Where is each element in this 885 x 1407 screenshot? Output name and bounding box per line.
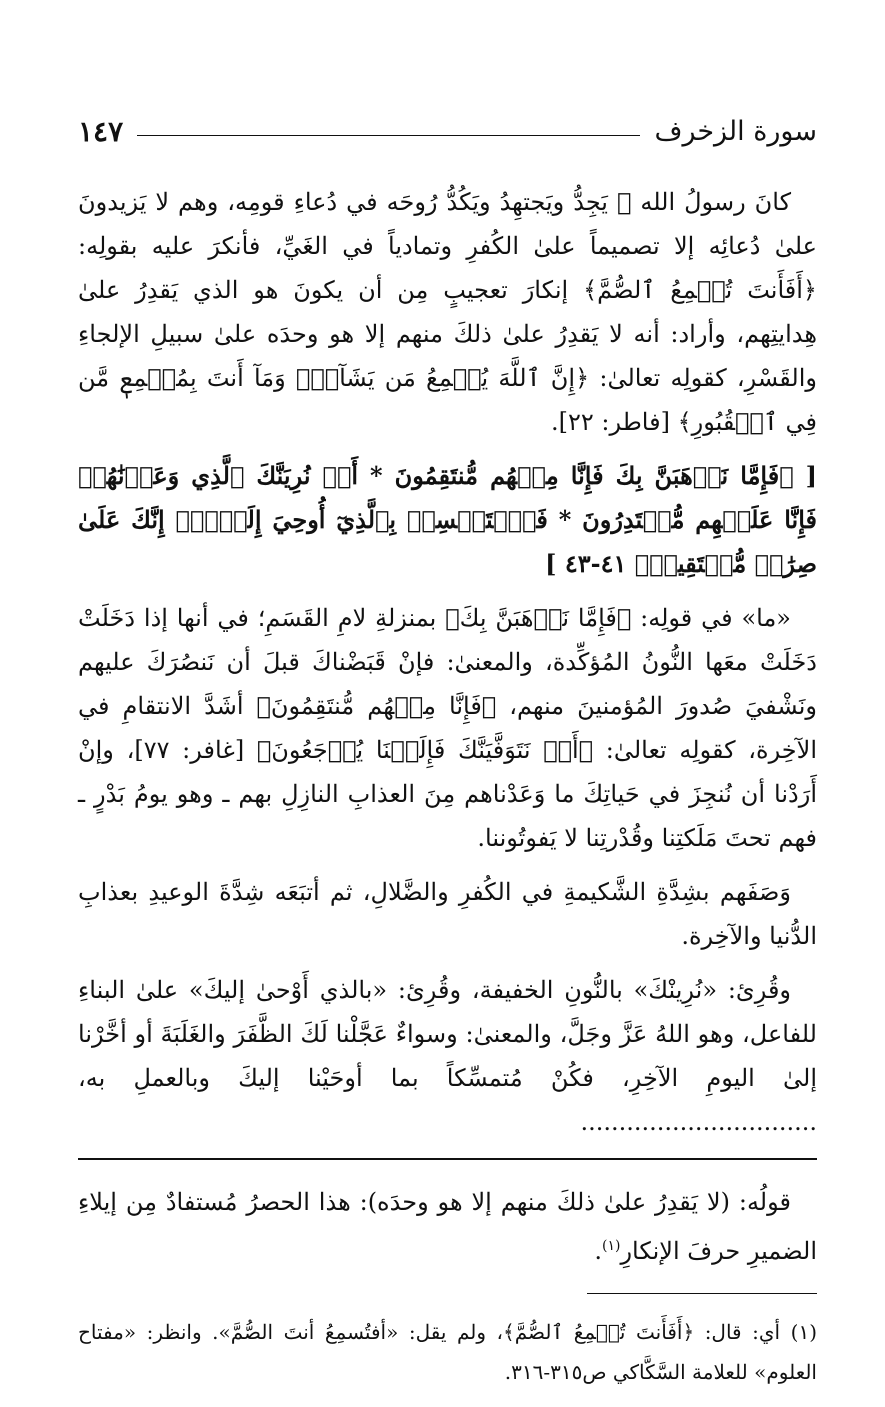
paragraph-3: وَصَفَهم بشِدَّةِ الشَّكيمةِ في الكُفرِ والضَّلالِ، ثم أتبَعَه شِدَّةَ الوعيدِ بعذابِ الدُّنيا والآخِرة. xyxy=(78,878,817,950)
surah-title: سورة الزخرف xyxy=(654,115,817,147)
footnote-1: (١) أي: قال: ﴿أَفَأَنتَ تُسۡمِعُ ٱلصُّمَّ﴾، ولم يقل: «أفتُسمِعُ أنتَ الصُّمَّ». وانظر: «مفتاح العلوم» للعلامة السَّكَّاكي ص٣١٥-٣١٦. xyxy=(78,1320,817,1384)
running-header xyxy=(78,108,817,154)
book-page xyxy=(78,108,817,1392)
quran-verse-block: [ ﴿فَإِمَّا نَذۡهَبَنَّ بِكَ فَإِنَّا مِنۡهُم مُّنتَقِمُونَ * أَوۡ نُرِيَنَّكَ ٱلَّذِي وَعَدۡنَٰهُمۡ فَإِنَّا عَلَيۡهِم مُّقۡتَدِرُونَ * فَٱسۡتَمۡسِكۡ بِٱلَّذِيٓ أُوحِيَ إِلَيۡكَۖ إِنَّكَ عَلَىٰ صِرَٰطٖ مُّسۡتَقِيمٖ﴾ ٤١-٤٣ ] xyxy=(78,461,817,578)
continuation-dots: ............................... xyxy=(580,1108,817,1136)
commentary-end: . xyxy=(594,1237,602,1265)
footnote-reference: (١) xyxy=(601,1238,621,1254)
paragraph-4-text: وقُرِئ: «نُرِينْكَ» بالنُّونِ الخفيفة، وقُرِئ: «بالذي أَوْحىٰ إليكَ» علىٰ البناءِ للفاعل، وهو اللهُ عَزَّ وجَلَّ، والمعنىٰ: وسواءٌ عَجَّلْنا لَكَ الظَّفَرَ والغَلَبَةَ أو أخَّرْنا إلىٰ اليومِ الآخِرِ، فكُنْ مُتمسِّكاً بما أوحَيْنا إليكَ وبالعملِ به، xyxy=(78,976,817,1092)
paragraph-4 xyxy=(78,968,817,1144)
commentary-separator xyxy=(78,1158,817,1160)
commentary-body: قولُه: (لا يَقدِرُ علىٰ ذلكَ منهم إلا هو وحدَه): هذا الحصرُ مُستفادٌ مِن إيلاءِ الضميرِ حرفَ الإنكارِ xyxy=(78,1188,817,1265)
footnote-separator xyxy=(587,1293,817,1294)
commentary-text xyxy=(78,1180,817,1273)
main-text xyxy=(78,180,817,1144)
header-rule xyxy=(137,135,640,136)
page-number: ١٤٧ xyxy=(78,114,124,148)
paragraph-2: «ما» في قولِه: ﴿فَإِمَّا نَذۡهَبَنَّ بِكَ﴾ بمنزلةِ لامِ القَسَمِ؛ في أنها إذا دَخَلَتْ دَخَلَتْ معَها النُّونُ المُؤكِّدة، والمعنىٰ: فإنْ قَبَضْناكَ قبلَ أن نَنصُرَكَ عليهم ونَشْفيَ صُدورَ المُؤمنينَ منهم، ﴿فَإِنَّا مِنۡهُم مُّنتَقِمُونَ﴾ أشَدَّ الانتقامِ في الآخِرة، كقولِه تعالىٰ: ﴿أَوۡ نَتَوَفَّيَنَّكَ فَإِلَيۡنَا يُرۡجَعُونَ﴾ [غافر: ٧٧]، وإنْ أَرَدْنا أن نُنجِزَ في حَياتِكَ ما وَعَدْناهم مِنَ العذابِ النازِلِ بهم ـ وهو يومُ بَدْرٍ ـ فهم تحتَ مَلَكتِنا وقُدْرتِنا لا يَفوتُوننا. xyxy=(78,604,818,852)
paragraph-1: كانَ رسولُ الله ﷺ يَجِدُّ ويَجتهِدُ ويَكُدُّ رُوحَه في دُعاءِ قومِه، وهم لا يَزيدونَ علىٰ دُعائِه إلا تصميماً علىٰ الكُفرِ وتمادياً في الغَيِّ، فأنكرَ عليه بقولِه: ﴿أَفَأَنتَ تُسۡمِعُ ٱلصُّمَّ﴾ إنكارَ تعجيبٍ مِن أن يكونَ هو الذي يَقدِرُ علىٰ هِدايتِهم، وأراد: أنه لا يَقدِرُ علىٰ ذلكَ منهم إلا هو وحدَه علىٰ سبيلِ الإلجاءِ والقَسْرِ، كقولِه تعالىٰ: ﴿إِنَّ ٱللَّهَ يُسۡمِعُ مَن يَشَآءُۖ وَمَآ أَنتَ بِمُسۡمِعٖ مَّن فِي ٱلۡقُبُورِ﴾ [فاطر: ٢٢]. xyxy=(78,188,817,436)
